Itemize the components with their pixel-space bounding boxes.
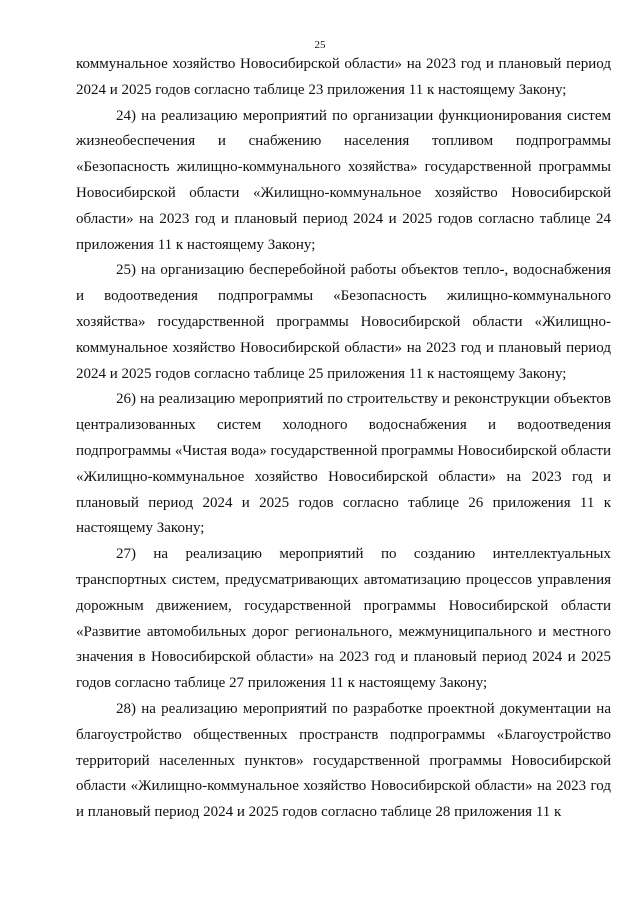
page-number: 25 bbox=[314, 39, 326, 51]
paragraph-item-26: 26) на реализацию мероприятий по строительству и реконструкции объектов централизованных систем холодного водоснабжения и водоотведения подпрограммы «Чистая вода» государственной программы Новосибирской области «Жилищно-коммунальное хозяйство Новосибирской области» на 2023 год и плановый период 2024 и 2025 годов согласно таблице 26 приложения 11 к настоящему Закону; bbox=[76, 391, 611, 537]
paragraph-item-24: 24) на реализацию мероприятий по организации функционирования систем жизнеобеспечения и снабжению населения топливом подпрограммы «Безопасность жилищно-коммунального хозяйства» государственной программы Новосибирской области «Жилищно-коммунальное хозяйство Новосибирской области» на 2023 год и плановый период 2024 и 2025 годов согласно таблице 24 приложения 11 к настоящему Закону; bbox=[76, 107, 611, 253]
paragraph-continuation-23: коммунальное хозяйство Новосибирской области» на 2023 год и плановый период 2024 и 2025 годов согласно таблице 23 приложения 11 к настоящему Закону; bbox=[76, 56, 611, 98]
paragraph-item-28: 28) на реализацию мероприятий по разработке проектной документации на благоустройство общественных пространств подпрограммы «Благоустройство территорий населенных пунктов» государственной программы Новосибирской области «Жилищно-коммунальное хозяйство Новосибирской области» на 2023 год и плановый период 2024 и 2025 годов согласно таблице 28 приложения 11 к bbox=[76, 700, 611, 821]
paragraph-item-27: 27) на реализацию мероприятий по созданию интеллектуальных транспортных систем, предусматривающих автоматизацию процессов управления дорожным движением, государственной программы Новосибирской области «Развитие автомобильных дорог регионального, межмуниципального и местного значения в Новосибирской области» на 2023 год и плановый период 2024 и 2025 годов согласно таблице 27 приложения 11 к настоящему Закону; bbox=[76, 546, 611, 692]
document-body bbox=[76, 52, 611, 826]
paragraph-item-25: 25) на организацию бесперебойной работы объектов тепло-, водоснабжения и водоотведения подпрограммы «Безопасность жилищно-коммунального хозяйства» государственной программы Новосибирской области «Жилищно-коммунальное хозяйство Новосибирской области» на 2023 год и плановый период 2024 и 2025 годов согласно таблице 25 приложения 11 к настоящему Закону; bbox=[76, 262, 611, 382]
